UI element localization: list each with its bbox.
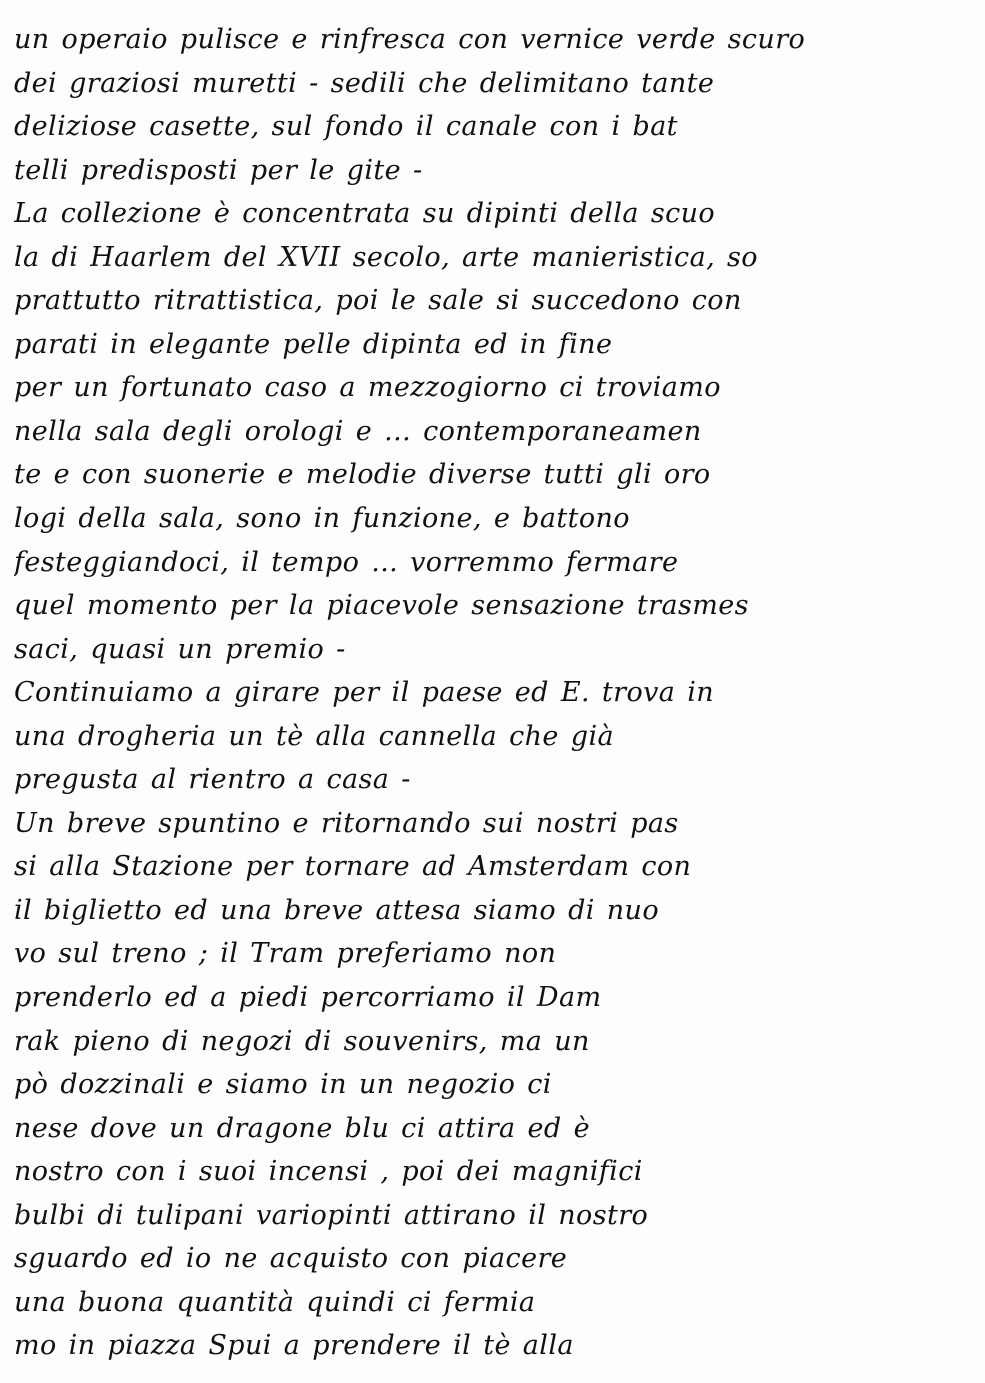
text-line: per un fortunato caso a mezzogiorno ci troviamo [14,372,721,404]
text-line: vo sul treno ; il Tram preferiamo non [14,938,557,970]
text-line: la di Haarlem del XVII secolo, arte manieristica, so [14,241,758,273]
text-line: una buona quantità quindi ci fermia [14,1286,536,1318]
text-line: si alla Stazione per tornare ad Amsterdam con [14,851,692,883]
text-line: una drogheria un tè alla cannella che già [14,720,615,752]
text-line: te e con suonerie e melodie diverse tutti gli oro [14,459,711,491]
text-line: dei graziosi muretti - sedili che delimitano tante [14,67,715,99]
text-line: pò dozzinali e siamo in un negozio ci [14,1069,552,1101]
text-line: La collezione è concentrata su dipinti della scuo [14,198,716,230]
text-line: prenderlo ed a piedi percorriamo il Dam [14,982,602,1014]
text-line: rak pieno di negozi di souvenirs, ma un [14,1025,590,1057]
text-line: festeggiandoci, il tempo ... vorremmo fermare [14,546,679,578]
text-line: deliziose casette, sul fondo il canale con i bat [14,111,678,143]
text-line: Un breve spuntino e ritornando sui nostri pas [14,807,679,839]
text-line: un operaio pulisce e rinfresca con vernice verde scuro [14,24,806,55]
text-line: pregusta al rientro a casa - [14,764,411,796]
handwritten-text-block [14,18,969,1368]
text-line: quel momento per la piacevole sensazione trasmes [14,590,749,622]
text-line: nese dove un dragone blu ci attira ed è [14,1112,590,1144]
text-line: sguardo ed io ne acquisto con piacere [14,1243,568,1275]
text-line: telli predisposti per le gite - [14,154,423,186]
text-line: logi della sala, sono in funzione, e battono [14,503,630,535]
text-line: mo in piazza Spui a prendere il tè alla [14,1330,574,1362]
text-line: Continuiamo a girare per il paese ed E. trova in [14,677,715,709]
text-line: nostro con i suoi incensi , poi dei magnifici [14,1156,643,1188]
text-line: nella sala degli orologi e ... contemporaneamen [14,415,702,447]
text-line: parati in elegante pelle dipinta ed in fine [14,328,613,360]
text-line: bulbi di tulipani variopinti attirano il nostro [14,1199,649,1231]
text-line: prattutto ritrattistica, poi le sale si succedono con [14,285,742,317]
text-line: saci, quasi un premio - [14,633,346,665]
text-line: il biglietto ed una breve attesa siamo di nuo [14,894,660,926]
